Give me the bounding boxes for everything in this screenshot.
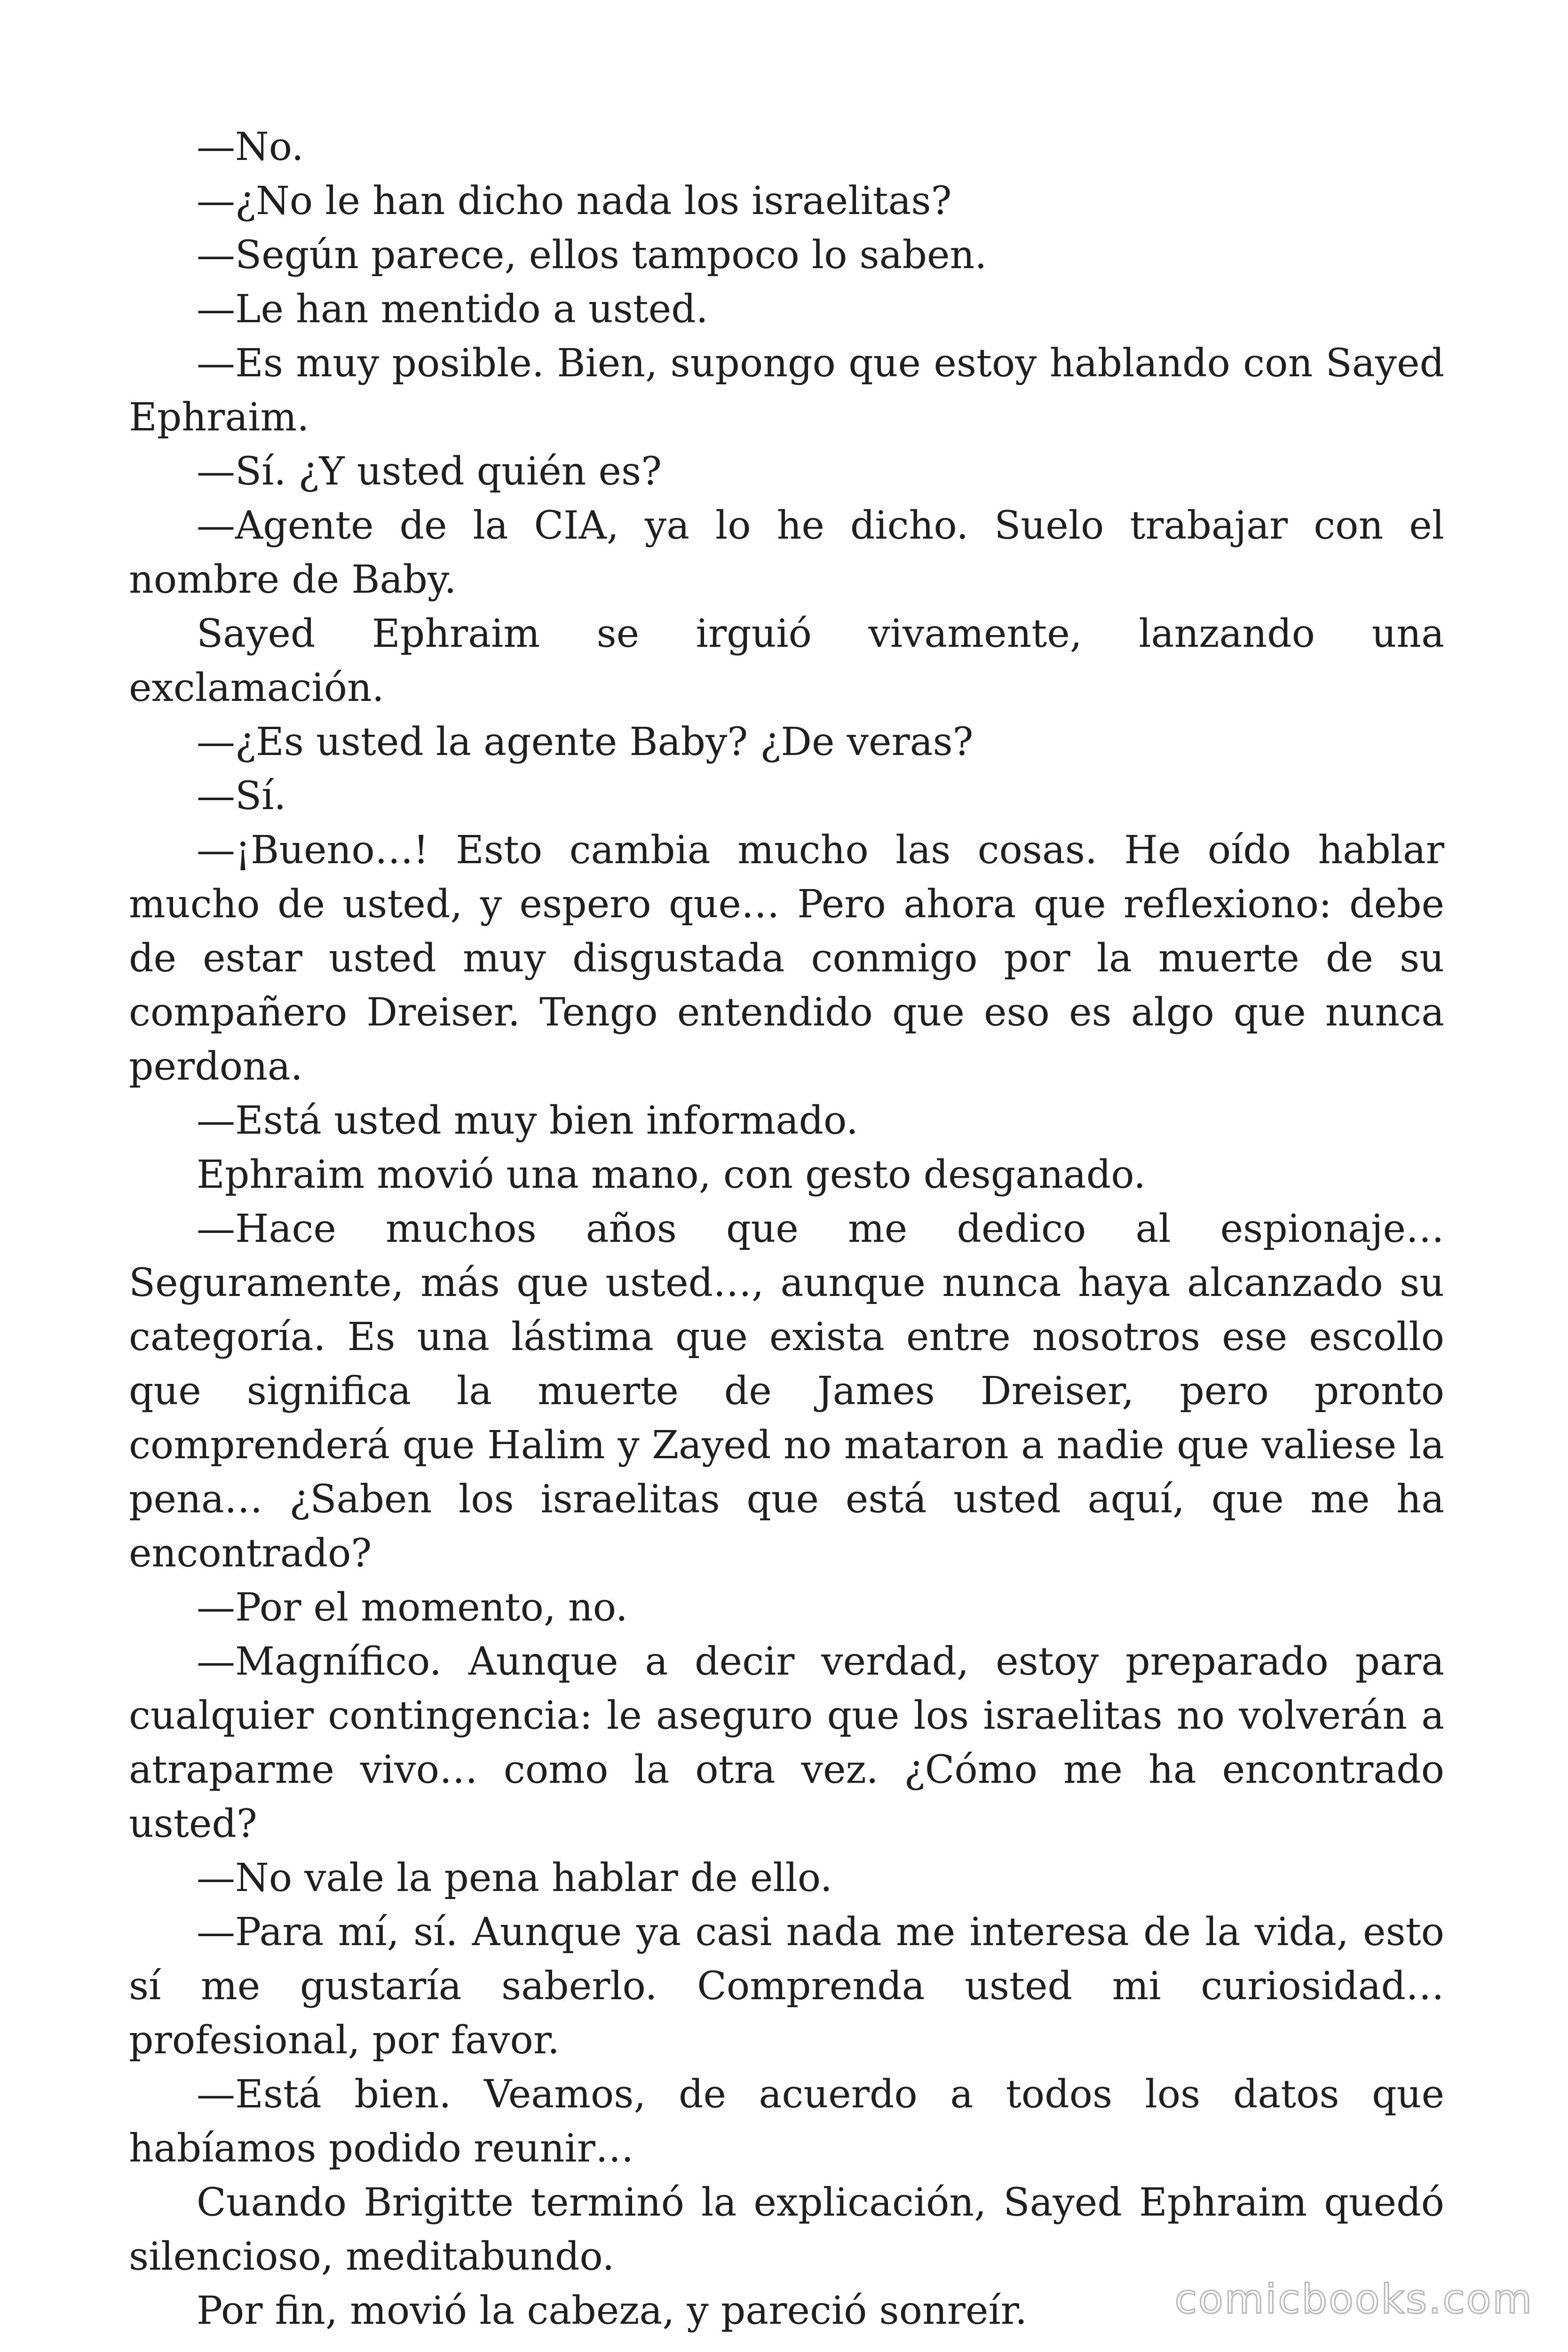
paragraph-18: —Para mí, sí. Aunque ya casi nada me interesa de la vida, esto sí me gustaría saberlo. Comprenda usted mi curiosidad… profesional, por favor. [129,1910,1444,2063]
paragraph-15: —Por el momento, no. [197,1585,628,1630]
paragraph-2: —¿No le han dicho nada los israelitas? [197,179,952,223]
paragraph-7: —Agente de la CIA, ya lo he dicho. Suelo trabajar con el nombre de Baby. [129,503,1444,602]
paragraph-20: Cuando Brigitte terminó la explicación, Sayed Ephraim quedó silencioso, meditabundo. [129,2180,1444,2279]
paragraph-8: Sayed Ephraim se irguió vivamente, lanzando una exclamación. [129,612,1444,710]
body-text [129,120,1444,2338]
paragraph-21: Por fin, movió la cabeza, y pareció sonreír. [197,2288,1028,2333]
paragraph-11: —¡Bueno…! Esto cambia mucho las cosas. He oído hablar mucho de usted, y espero que… Pero ahora que reflexiono: debe de estar usted muy disgustada conmigo por la muerte de su compañero Dreiser. Tengo entendido que eso es algo que nunca perdona. [129,828,1444,1089]
paragraph-13: Ephraim movió una mano, con gesto desganado. [197,1152,1146,1197]
paragraph-3: —Según parece, ellos tampoco lo saben. [197,233,987,278]
paragraph-4: —Le han mentido a usted. [197,287,708,332]
paragraph-17: —No vale la pena hablar de ello. [197,1856,832,1900]
paragraph-1: —No. [197,125,304,169]
paragraph-12: —Está usted muy bien informado. [197,1098,858,1143]
paragraph-6: —Sí. ¿Y usted quién es? [197,449,662,494]
paragraph-14: —Hace muchos años que me dedico al espionaje… Seguramente, más que usted…, aunque nunca haya alcanzado su categoría. Es una lástima que exista entre nosotros ese escollo que significa la muerte de James Dreiser, pero pronto comprenderá que Halim y Zayed no mataron a nadie que valiese la pena… ¿Saben los israelitas que está usted aquí, que me ha encontrado? [129,1207,1444,1576]
paragraph-9: —¿Es usted la agente Baby? ¿De veras? [197,720,974,764]
paragraph-16: —Magnífico. Aunque a decir verdad, estoy preparado para cualquier contingencia: le aseguro que los israelitas no volverán a atraparme vivo… como la otra vez. ¿Cómo me ha encontrado usted? [129,1639,1444,1846]
paragraph-10: —Sí. [197,774,286,818]
paragraph-5: —Es muy posible. Bien, supongo que estoy hablando con Sayed Ephraim. [129,341,1444,440]
watermark-text: comicbooks.com [1174,2276,1533,2323]
paragraph-19: —Está bien. Veamos, de acuerdo a todos los datos que habíamos podido reunir… [129,2072,1444,2171]
